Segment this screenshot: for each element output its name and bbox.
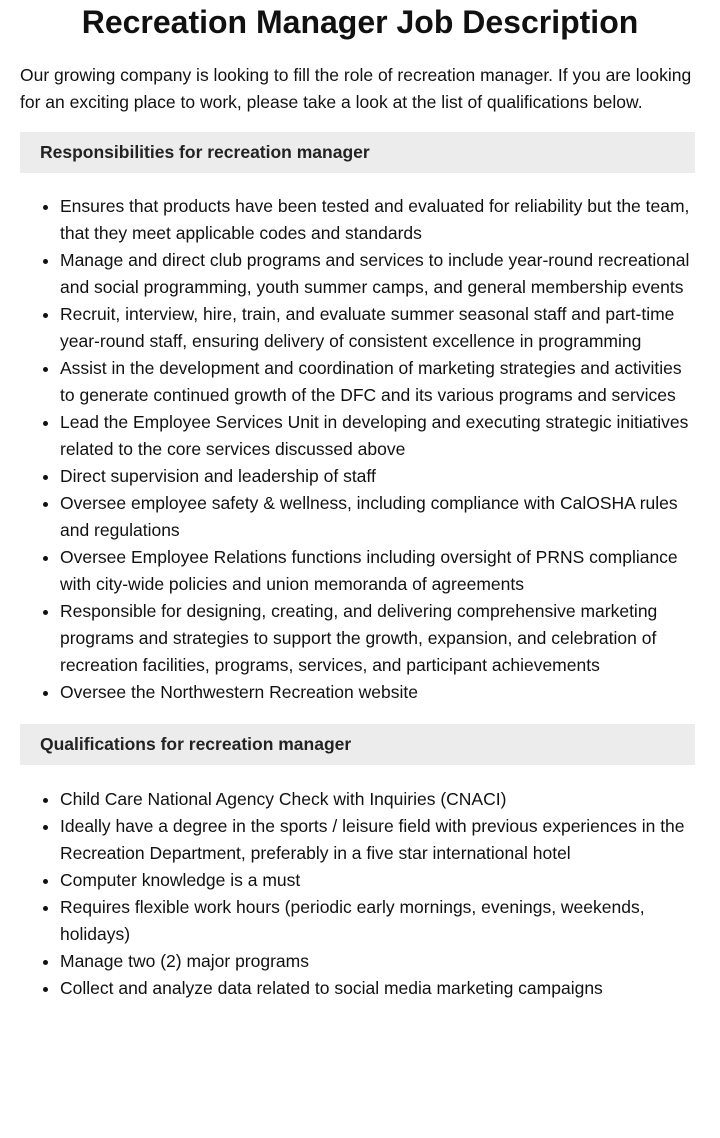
qualifications-heading: Qualifications for recreation manager — [20, 724, 695, 765]
list-item: • Oversee employee safety & wellness, including compliance with CalOSHA rules and regulations — [60, 490, 695, 544]
list-item: • Recruit, interview, hire, train, and evaluate summer seasonal staff and part-time year-round staff, ensuring delivery of consistent excellence in programming — [60, 301, 695, 355]
page-title: Recreation Manager Job Description — [81, 4, 639, 40]
responsibilities-heading: Responsibilities for recreation manager — [20, 132, 695, 173]
list-item: • Manage and direct club programs and services to include year-round recreational and social programming, youth summer camps, and general membership events — [60, 247, 695, 301]
list-item: • Responsible for designing, creating, and delivering comprehensive marketing programs and strategies to support the growth, expansion, and celebration of recreation facilities, programs, services, and participant achievements — [60, 598, 695, 679]
intro-paragraph: Our growing company is looking to fill the role of recreation manager. If you are looking for an exciting place to work, please take a look at the list of qualifications below. — [20, 65, 692, 112]
list-item: • Assist in the development and coordination of marketing strategies and activities to generate continued growth of the DFC and its various programs and services — [60, 355, 695, 409]
list-item: • Direct supervision and leadership of staff — [60, 463, 695, 490]
list-item: • Requires flexible work hours (periodic early mornings, evenings, weekends, holidays) — [60, 894, 695, 948]
responsibilities-list — [20, 193, 695, 706]
qualifications-list — [20, 786, 695, 1002]
list-item: • Ensures that products have been tested and evaluated for reliability but the team, that they meet applicable codes and standards — [60, 193, 695, 247]
list-item: • Collect and analyze data related to social media marketing campaigns — [60, 975, 695, 1002]
list-item: • Child Care National Agency Check with Inquiries (CNACI) — [60, 786, 695, 813]
list-item: • Manage two (2) major programs — [60, 948, 695, 975]
list-item: • Ideally have a degree in the sports / leisure field with previous experiences in the Recreation Department, preferably in a five star international hotel — [60, 813, 695, 867]
list-item: • Oversee Employee Relations functions including oversight of PRNS compliance with city-wide policies and union memoranda of agreements — [60, 544, 695, 598]
list-item: • Lead the Employee Services Unit in developing and executing strategic initiatives related to the core services discussed above — [60, 409, 695, 463]
list-item: • Computer knowledge is a must — [60, 867, 695, 894]
list-item: • Oversee the Northwestern Recreation website — [60, 679, 695, 706]
